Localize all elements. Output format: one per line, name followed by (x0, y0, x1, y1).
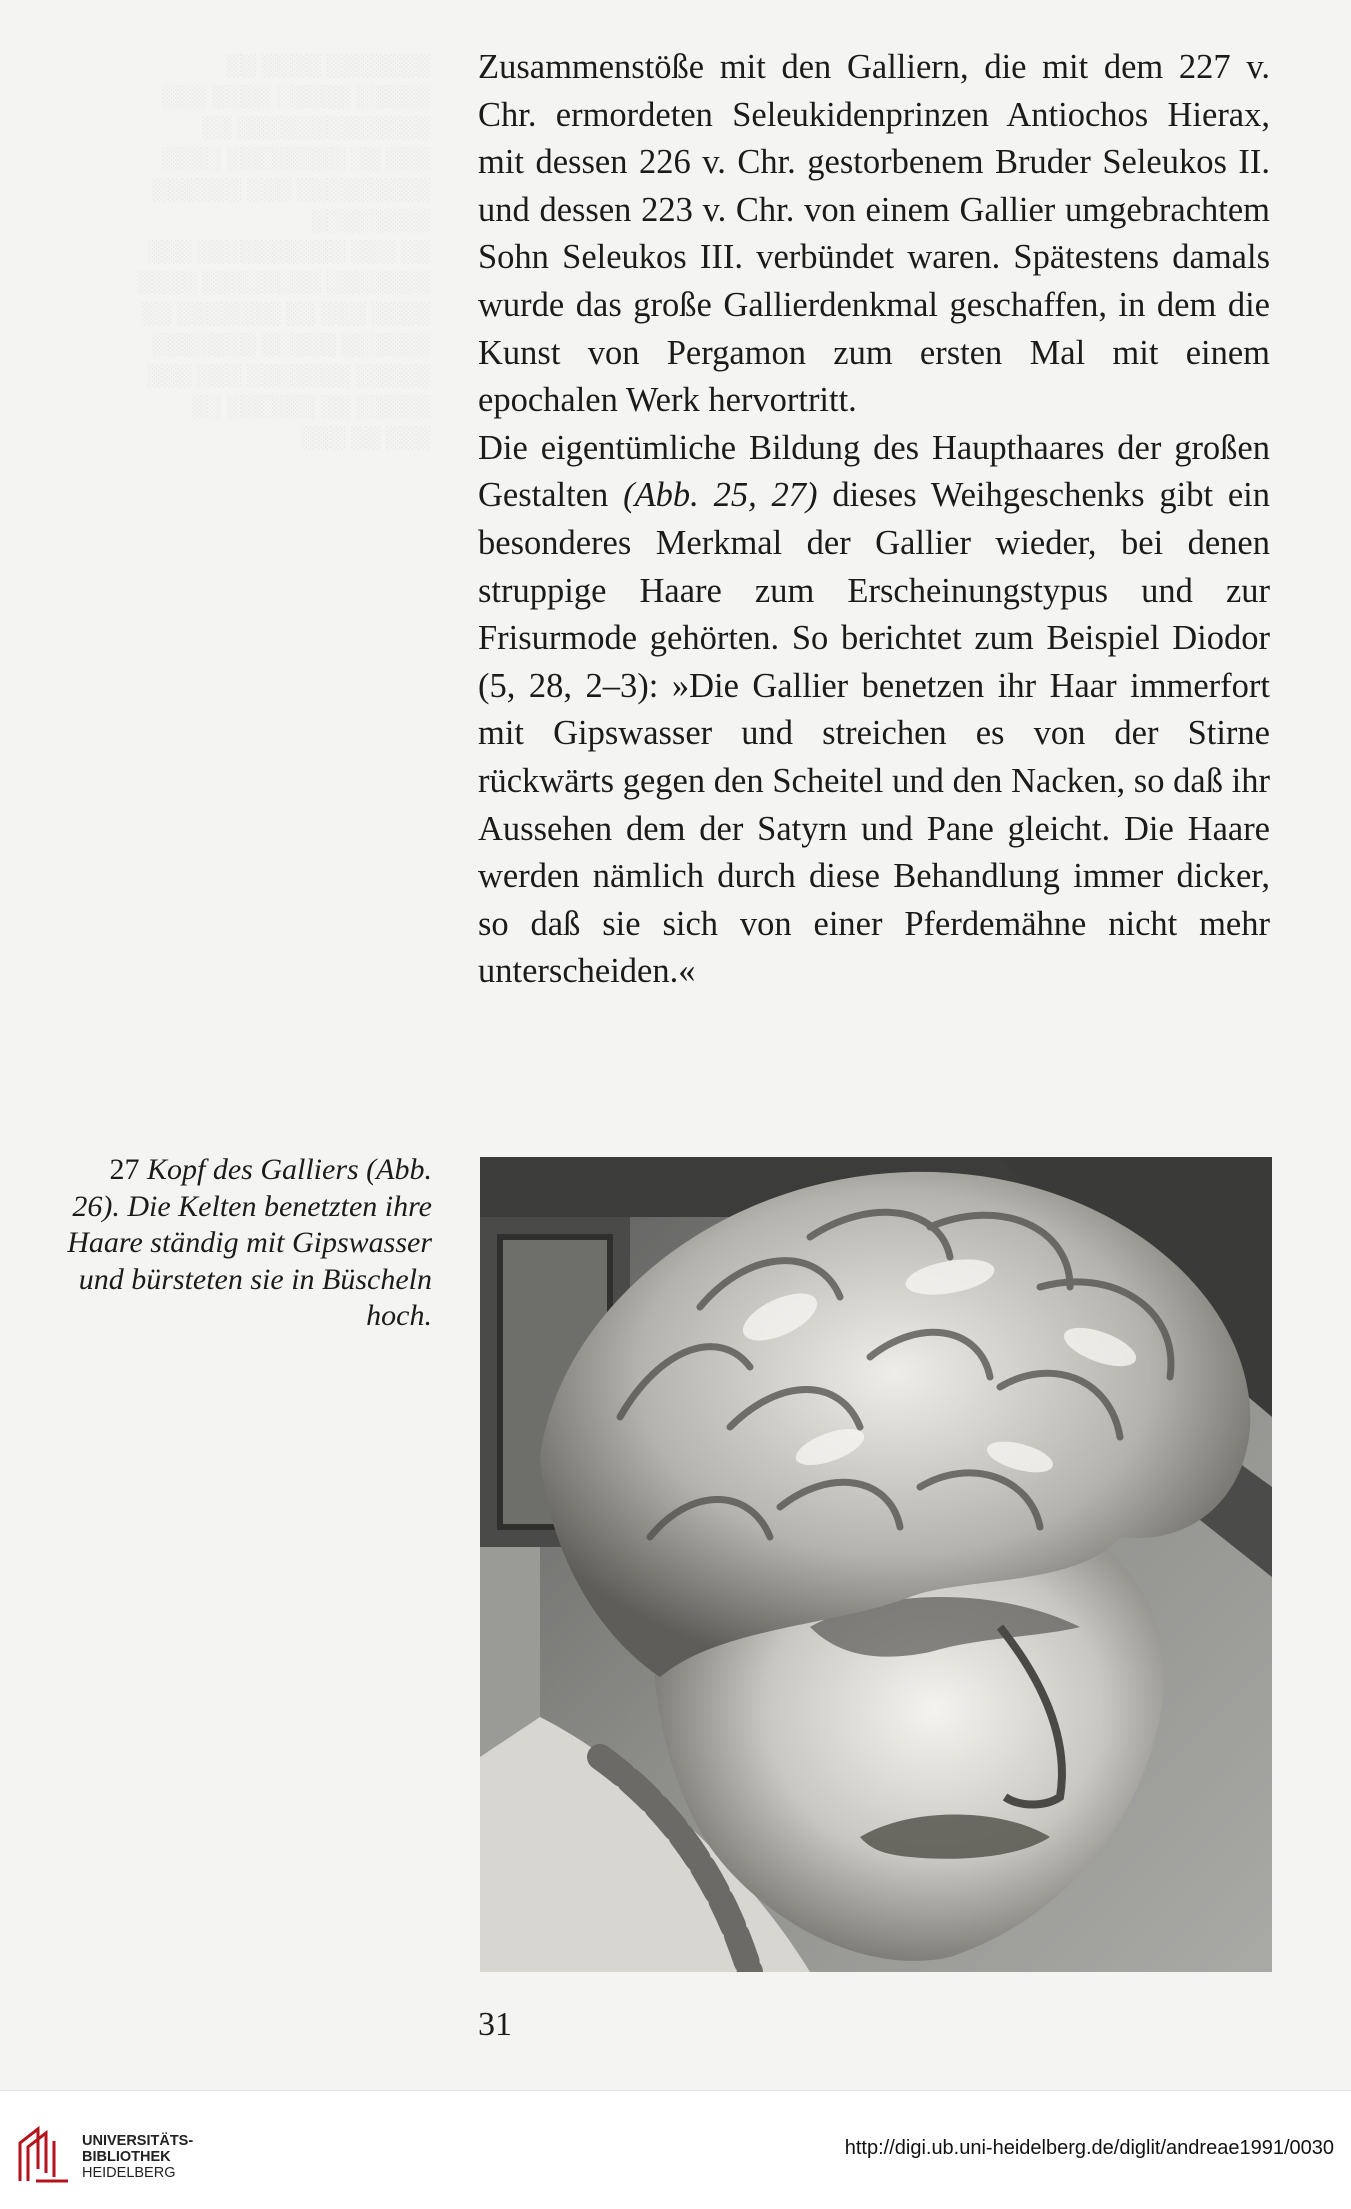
paragraph-2-start: Die eigentümliche Bildung des Haupthaares der großen Gestalten (478, 428, 1270, 515)
library-line-2: BIBLIOTHEK (82, 2149, 171, 2165)
caption-number: 27 (109, 1153, 140, 1186)
caption-title: Kopf des Galliers (Abb. 26). (72, 1153, 432, 1223)
source-url-link[interactable]: http://digi.ub.uni-heidelberg.de/diglit/andreae1991/0030 (844, 2137, 1334, 2159)
body-text (478, 44, 1270, 996)
page-number: 31 (478, 2006, 512, 2043)
paragraph-2 (478, 425, 1270, 996)
library-line-3: HEIDELBERG (82, 2165, 176, 2181)
sculpture-photo (480, 1157, 1272, 1972)
figure-reference: (Abb. 25, 27) (623, 476, 818, 515)
paragraph-2-end: dieses Weihgeschenks gibt ein besonderes Merkmal der Gallier wieder, bei denen struppige Haare zum Erscheinungstypus und zur Frisurmode gehörten. So berichtet zum Beispiel Diodor (5, 28, 2–3): »Die Gallier benetzen ihr Haar immerfort mit Gipswasser und streichen es von der Stirne rückwärts gegen den Scheitel und den Nacken, so daß ihr Aussehen dem der Satyrn und Pane gleicht. Die Haare werden nämlich durch diese Behandlung immer dicker, so daß sie sich von einer Pferdemähne nicht mehr unterscheiden.« (478, 476, 1270, 991)
gallier-head-illustration (480, 1157, 1272, 1972)
paragraph-1: Zusammenstöße mit den Galliern, die mit dem 227 v. Chr. ermordeten Seleukidenprinzen Antiochos Hierax, mit dessen 226 v. Chr. gestorbenem Bruder Seleukos II. und dessen 223 v. Chr. von einem Gallier umgebrachtem Sohn Seleukos III. verbündet waren. Spätestens damals wurde das große Gallierdenkmal geschaffen, in dem die Kunst von Pergamon zum ersten Mal mit einem epochalen Werk hervortritt. (478, 48, 1270, 420)
caption-text: Die Kelten benetzten ihre Haare ständig mit Gipswasser und bürsteten sie in Büscheln hoch. (67, 1189, 432, 1332)
figure-caption (60, 1152, 432, 1335)
university-library-logo-icon (14, 2121, 74, 2185)
footer-bar (0, 2090, 1351, 2209)
library-name (82, 2133, 193, 2181)
library-line-1: UNIVERSITÄTS- (82, 2133, 194, 2149)
show-through-text: ░░ ░░░░ ░░░░░░░ ░░░ ░░░░ ░░░░░ ░░░░░ ░░ ░░░░░░░░░░░░░ ░░░░ ░░░░░░░░ ░░ ░░░ ░░░░░░ ░░░ ░░░░░░░░░ ░░░░░░░░ ░░░ ░░░░░░░░░░ ░░░ ░░ ░░░░ ░░░░░░░░ ░░░░░░░ ░░ ░░░░░░░ ░░ ░░░ ░░░░ ░░░░░░░ ░░░░░ ░░░░░░ ░░░ ░░░ ░░░░░░░ ░░░░░ ░░ ░░░░░░ ░░ ░░░░░ ░░░ ░░ ░░░ (136, 53, 430, 449)
